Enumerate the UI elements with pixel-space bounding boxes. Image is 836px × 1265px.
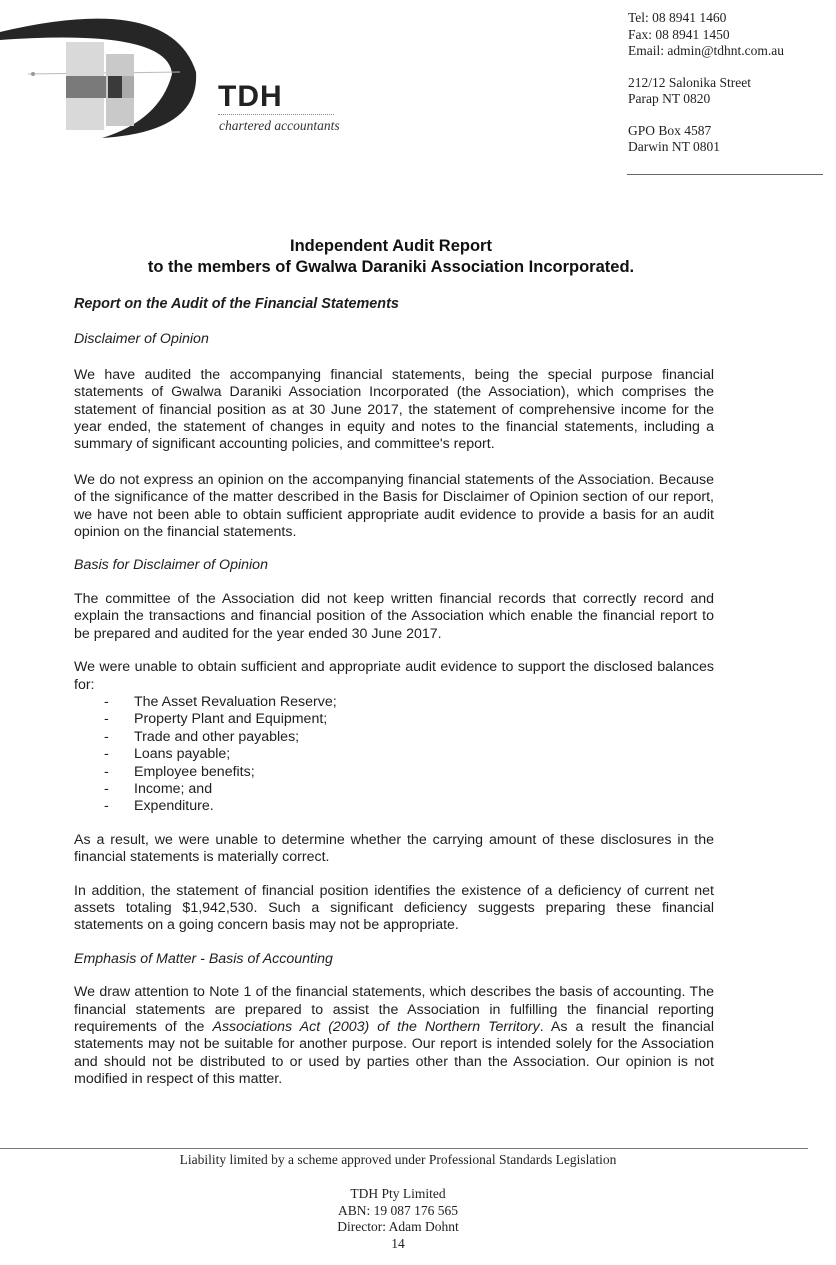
basis-paragraph-4: In addition, the statement of financial position identifies the existence of a deficiency of current net assets totaling $1,942,530. Such a significant deficiency suggests preparing these financial statements on a going concern basis may not be appropriate.	[74, 882, 714, 934]
contact-street-line1: 212/12 Salonika Street	[628, 74, 751, 90]
disclaimer-paragraph-2: We do not express an opinion on the accompanying financial statements of the Association. Because of the significance of the matter described in the Basis for Disclaimer of Opinion section of our report, we have not been able to obtain sufficient appropriate audit evidence to provide a basis for an audit opinion on the financial statements.	[74, 471, 714, 541]
tdh-logo	[0, 10, 340, 145]
contact-po-line2: Darwin NT 0801	[628, 139, 720, 154]
emphasis-text-a: We draw attention to Note 1 of the financial statements, which describes the basis of accounting. The financial statements are prepared to assist the Association in fulfilling the financial reporting requirements of the	[74, 984, 714, 1035]
footer-divider	[0, 1148, 808, 1149]
contact-divider	[627, 174, 823, 175]
contact-block	[628, 10, 828, 156]
list-item: - Property Plant and Equipment;	[74, 711, 714, 728]
company-director: Director: Adam Dohnt	[337, 1219, 459, 1234]
list-item: - Income; and	[74, 781, 714, 798]
page-number: 14	[391, 1235, 405, 1251]
brand-divider	[218, 114, 334, 115]
basis-paragraph-3: As a result, we were unable to determine whether the carrying amount of these disclosures in the financial statements is materially correct.	[74, 831, 714, 866]
liability-statement: Liability limited by a scheme approved under Professional Standards Legislation	[179, 1152, 617, 1167]
basis-heading: Basis for Disclaimer of Opinion	[74, 557, 268, 574]
emphasis-heading: Emphasis of Matter - Basis of Accounting	[74, 950, 333, 967]
basis-paragraph-1: The committee of the Association did not keep written financial records that correctly record and explain the transactions and financial position of the Association which enable the financial report to be prepared and audited for the year ended 30 June 2017.	[74, 590, 714, 642]
contact-street-line2: Parap NT 0820	[628, 91, 711, 106]
company-details	[0, 1186, 796, 1252]
report-title: Independent Audit Report	[290, 237, 492, 255]
company-name: TDH Pty Limited	[350, 1186, 446, 1201]
section-heading: Report on the Audit of the Financial Statements	[74, 296, 399, 312]
report-subtitle: to the members of Gwalwa Daraniki Association Incorporated.	[147, 258, 635, 276]
disclaimer-heading: Disclaimer of Opinion	[74, 331, 209, 348]
contact-po-line1: GPO Box 4587	[628, 122, 712, 138]
associations-act-reference: Associations Act (2003) of the Northern Territory	[212, 1019, 540, 1035]
basis-paragraph-2: We were unable to obtain sufficient and appropriate audit evidence to support the disclosed balances for:	[74, 659, 714, 693]
contact-email: Email: admin@tdhnt.com.au	[628, 43, 785, 58]
emphasis-text-b: . As a result the financial statements may not be suitable for another purpose. Our report is intended solely for the Association and should not be distributed to or used by parties other than the Association. Our opinion is not modified in respect of this matter.	[74, 1019, 714, 1088]
list-item: - Loans payable;	[74, 746, 714, 763]
company-abn: ABN: 19 087 176 565	[337, 1202, 458, 1218]
list-item: - Expenditure.	[74, 798, 714, 815]
report-body	[74, 296, 714, 1089]
contact-fax: Fax: 08 8941 1450	[628, 26, 730, 42]
brand-name: TDH	[218, 80, 283, 113]
list-item: - Employee benefits;	[74, 764, 714, 781]
undisclosed-balances-list	[74, 694, 714, 816]
brand-tagline: chartered accountants	[219, 118, 340, 133]
disclaimer-paragraph-1: We have audited the accompanying financial statements, being the special purpose financial statements of Gwalwa Daraniki Association Incorporated (the Association), which comprises the statement of financial position as at 30 June 2017, the statement of comprehensive income for the year ended, the statement of changes in equity and notes to the financial statements, including a summary of significant accounting policies, and committee's report.	[74, 366, 714, 453]
list-item: - Trade and other payables;	[74, 729, 714, 746]
emphasis-paragraph	[74, 984, 714, 1088]
contact-tel: Tel: 08 8941 1460	[628, 10, 727, 25]
list-item: - The Asset Revaluation Reserve;	[74, 694, 714, 711]
